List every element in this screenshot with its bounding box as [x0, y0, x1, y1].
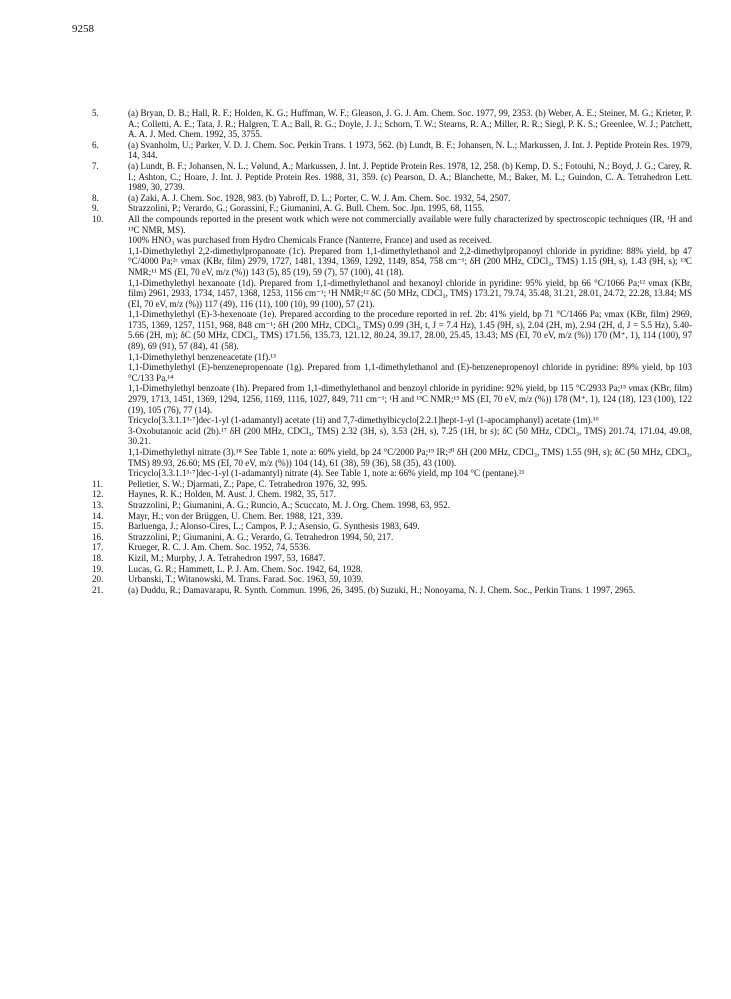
reference-item — [92, 553, 692, 564]
reference-item — [92, 500, 692, 511]
reference-number: 17. — [92, 542, 104, 553]
reference-paragraph: 1,1-Dimethylethyl benzeneacetate (1f).¹³ — [128, 351, 276, 362]
reference-body — [128, 479, 692, 490]
reference-body — [128, 140, 692, 161]
reference-number: 14. — [92, 510, 104, 521]
reference-paragraph: Strazzolini, P.; Giumanini, A. G.; Runcio, A.; Scuccato, M. J. Org. Chem. 1998, 63, 952. — [128, 499, 450, 510]
reference-item — [92, 564, 692, 575]
reference-paragraph: 1,1-Dimethylethyl benzoate (1h). Prepared from 1,1-dimethylethanol and benzoyl chloride in pyridine: 92% yield, bp 115 °C/2933 Pa;¹⁵ νmax (KBr, film) 2979, 1713, 1451, 1369, 1294, 1256, 1169, 1116, 1027, 849, 711 cm⁻¹; ¹H and ¹³C NMR;¹⁵ MS (EI, 70 eV, m/z (%)) 178 (M⁺, 1), 124 (18), 123 (100), 122 (19), 105 (76), 77 (14). — [128, 383, 692, 415]
reference-number: 5. — [92, 108, 99, 118]
reference-paragraph: (a) Zaki, A. J. Chem. Soc. 1928, 983. (b) Yabroff, D. L.; Porter, C. W. J. Am. Chem. Soc. 1932, 54, 2507. — [128, 192, 511, 203]
reference-body — [128, 511, 692, 522]
reference-item — [92, 511, 692, 522]
reference-number: 7. — [92, 160, 99, 171]
reference-body — [128, 193, 692, 204]
reference-body — [128, 214, 692, 479]
reference-paragraph: Strazzolini, P.; Giumanini, A. G.; Verardo, G. Tetrahedron 1994, 50, 217. — [128, 531, 394, 542]
reference-item — [92, 574, 692, 585]
reference-paragraph: (a) Duddu, R.; Damavarapu, R. Synth. Commun. 1996, 26, 3495. (b) Suzuki, H.; Nonoyama, N. J. Chem. Soc., Perkin Trans. 1 1997, 2965. — [128, 584, 636, 595]
reference-number: 20. — [92, 574, 104, 585]
reference-number: 8. — [92, 192, 99, 203]
reference-number: 15. — [92, 521, 104, 532]
reference-paragraph: All the compounds reported in the present work which were not commercially available were fully characterized by spectroscopic techniques (IR, ¹H and ¹³C NMR, MS). — [128, 213, 692, 235]
reference-number: 12. — [92, 489, 104, 500]
reference-item — [92, 542, 692, 553]
reference-body — [128, 532, 692, 543]
reference-item — [92, 532, 692, 543]
reference-paragraph: Kizil, M.; Murphy, J. A. Tetrahedron 1997, 53, 16847. — [128, 552, 326, 563]
reference-body — [128, 108, 692, 140]
reference-item — [92, 161, 692, 193]
reference-paragraph: Barluenga, J.; Alonso-Cires, L.; Campos, P. J.; Asensio, G. Synthesis 1983, 649. — [128, 521, 420, 532]
reference-item — [92, 193, 692, 204]
reference-number: 6. — [92, 139, 99, 150]
reference-number: 11. — [92, 478, 104, 489]
reference-item — [92, 203, 692, 214]
reference-body — [128, 489, 692, 500]
reference-paragraph: Tricyclo[3.3.1.1³·⁷]dec-1-yl (1-adamantyl) nitrate (4). See Table 1, note a: 66% yield, mp 104 °C (pentane).²¹ — [128, 468, 525, 479]
reference-paragraph: Strazzolini, P.; Verardo, G.; Gorassini, F.; Giumanini, A. G. Bull. Chem. Soc. Jpn. 1995, 68, 1155. — [128, 203, 485, 214]
reference-item — [92, 489, 692, 500]
reference-list — [92, 108, 692, 595]
reference-number: 16. — [92, 531, 104, 542]
reference-body — [128, 585, 692, 596]
reference-number: 9. — [92, 203, 99, 214]
reference-paragraph: 1,1-Dimethylethyl hexanoate (1d). Prepared from 1,1-dimethylethanol and hexanoyl chloride in pyridine: 95% yield, bp 66 °C/1066 Pa;¹² νmax (KBr, film) 2961, 2933, 1734, 1457, 1368, 1253, 1156 cm⁻¹; ¹H NMR;¹² δC (50 MHz, CDCl₃, TMS) 173.21, 79.74, 35.48, 31.21, 28.01, 24.72, 22.28, 13.84; MS (EI, 70 eV, m/z (%)) 117 (49), 116 (11), 100 (10), 99 (100), 57 (21). — [128, 277, 692, 309]
reference-paragraph: Lucas, G. R.; Hammett, L. P. J. Am. Chem. Soc. 1942, 64, 1928. — [128, 563, 363, 574]
reference-paragraph: 1,1-Dimethylethyl (E)-3-hexenoate (1e). Prepared according to the procedure reported in ref. 2b: 41% yield, bp 71 °C/1466 Pa; νmax (KBr, film) 2969, 1735, 1369, 1257, 1151, 968, 848 cm⁻¹; δH (200 MHz, CDCl₃, TMS) 0.99 (3H, t, J = 7.4 Hz), 1.45 (9H, s), 2.04 (2H, m), 2.94 (2H, d, J = 5.5 Hz), 5.40-5.66 (2H, m); δC (50 MHz, CDCl₃, TMS) 171.56, 135.73, 121.12, 80.24, 39.17, 28.00, 25.45, 13.43; MS (EI, 70 eV, m/z (%)) 170 (M⁺, 1), 114 (100), 97 (89), 69 (91), 57 (84), 41 (58). — [128, 309, 692, 352]
reference-body — [128, 500, 692, 511]
reference-body — [128, 553, 692, 564]
reference-paragraph: 1,1-Dimethylethyl (E)-benzenepropenoate (1g). Prepared from 1,1-dimethylethanol and (E)-benzenepropenoyl chloride in pyridine: 89% yield, bp 103 °C/133 Pa.¹⁴ — [128, 362, 692, 383]
reference-paragraph: Tricyclo[3.3.1.1³·⁷]dec-1-yl (1-adamantyl) acetate (1i) and 7,7-dimethylbicyclo[2.2.1]hept-1-yl (1-apocamphanyl) acetate (1m).¹⁶ — [128, 415, 599, 426]
reference-body — [128, 574, 692, 585]
reference-number: 10. — [92, 213, 104, 224]
reference-number: 21. — [92, 584, 104, 595]
reference-number: 18. — [92, 552, 104, 563]
reference-body — [128, 564, 692, 575]
reference-paragraph: Urbanski, T.; Witanowski, M. Trans. Farad. Soc. 1963, 59, 1039. — [128, 574, 364, 585]
reference-item — [92, 140, 692, 161]
reference-number: 13. — [92, 499, 104, 510]
reference-item — [92, 479, 692, 490]
reference-paragraph: 3-Oxobutanoic acid (2b).¹⁷ δH (200 MHz, CDCl₃, TMS) 2.32 (3H, s), 3.53 (2H, s), 7.25 (1H, br s); δC (50 MHz, CDCl₃, TMS) 201.74, 171.04, 49.08, 30.21. — [128, 425, 692, 447]
reference-item — [92, 214, 692, 479]
reference-item — [92, 521, 692, 532]
reference-paragraph: (a) Bryan, D. B.; Hall, R. F.; Holden, K. G.; Huffman, W. F.; Gleason, J. G. J. Am. Chem. Soc. 1977, 99, 2353. (b) Weber, A. E.; Steiner, M. G.; Krieter, P. A.; Colletti, A. E.; Tata, J. R.; Halgren, T. A.; Ball, R. G.; Doyle, J. J.; Schorn, T. W.; Stearns, R. A.; Miller, R. R.; Siegl, P. K. S.; Greenlee, W. J.; Patchett, A. A. J. Med. Chem. 1992, 35, 3755. — [128, 108, 692, 140]
reference-item — [92, 108, 692, 140]
reference-paragraph: 100% HNO₃ was purchased from Hydro Chemicals France (Nanterre, France) and used as received. — [128, 235, 493, 246]
page-number: 9258 — [72, 23, 94, 35]
reference-paragraph: 1,1-Dimethylethyl nitrate (3).¹⁸ See Table 1, note a: 60% yield, bp 24 °C/2000 Pa;¹⁹ IR;²⁰ δH (200 MHz, CDCl₃, TMS) 1.55 (9H, s); δC (50 MHz, CDCl₃, TMS) 89.93, 26.60; MS (EI, 70 eV, m/z (%)) 104 (14), 61 (38), 59 (36), 58 (35), 43 (100). — [128, 447, 692, 468]
reference-paragraph: 1,1-Dimethylethyl 2,2-dimethylpropanoate (1c). Prepared from 1,1-dimethylethanol and 2,2-dimethylpropanoyl chloride in pyridine: 88% yield, bp 47 °C/4000 Pa;²ᶜ νmax (KBr, film) 2979, 1727, 1481, 1394, 1369, 1292, 1149, 854, 758 cm⁻¹; δH (200 MHz, CDCl₃, TMS) 1.15 (9H, s), 1.43 (9H, s); ¹³C NMR;¹¹ MS (EI, 70 eV, m/z (%)) 143 (5), 85 (19), 59 (7), 57 (100), 41 (18). — [128, 245, 692, 277]
reference-body — [128, 203, 692, 214]
reference-number: 19. — [92, 563, 104, 574]
reference-body — [128, 542, 692, 553]
reference-body — [128, 521, 692, 532]
reference-paragraph: Pelletier, S. W.; Djarmati, Z.; Pape, C. Tetrahedron 1976, 32, 995. — [128, 478, 368, 489]
reference-item — [92, 585, 692, 596]
reference-paragraph: Mayr, H.; von der Brüggen, U. Chem. Ber. 1988, 121, 339. — [128, 510, 343, 521]
reference-body — [128, 161, 692, 193]
reference-paragraph: (a) Svanholm, U.; Parker, V. D. J. Chem. Soc. Perkin Trans. 1 1973, 562. (b) Lundt, B. F.; Johansen, N. L.; Markussen, J. Int. J. Peptide Protein Res. 1979, 14, 344. — [128, 139, 692, 161]
reference-paragraph: Haynes, R. K.; Holden, M. Aust. J. Chem. 1982, 35, 517. — [128, 489, 336, 500]
reference-paragraph: (a) Lundt, B. F.; Johansen, N. L.; Vølund, A.; Markussen, J. Int. J. Peptide Protein Res. 1978, 12, 258. (b) Kemp, D. S.; Fotouhi, N.; Boyd, J. G.; Carey, R. I.; Ashton, C.; Hoare, J. Int. J. Peptide Protein Res. 1988, 31, 359. (c) Pearson, D. A.; Blanchette, M.; Baker, M. L.; Guindon, C. A. Tetrahedron Lett. 1989, 30, 2739. — [128, 160, 692, 193]
reference-paragraph: Krueger, R. C. J. Am. Chem. Soc. 1952, 74, 5536. — [128, 542, 311, 553]
